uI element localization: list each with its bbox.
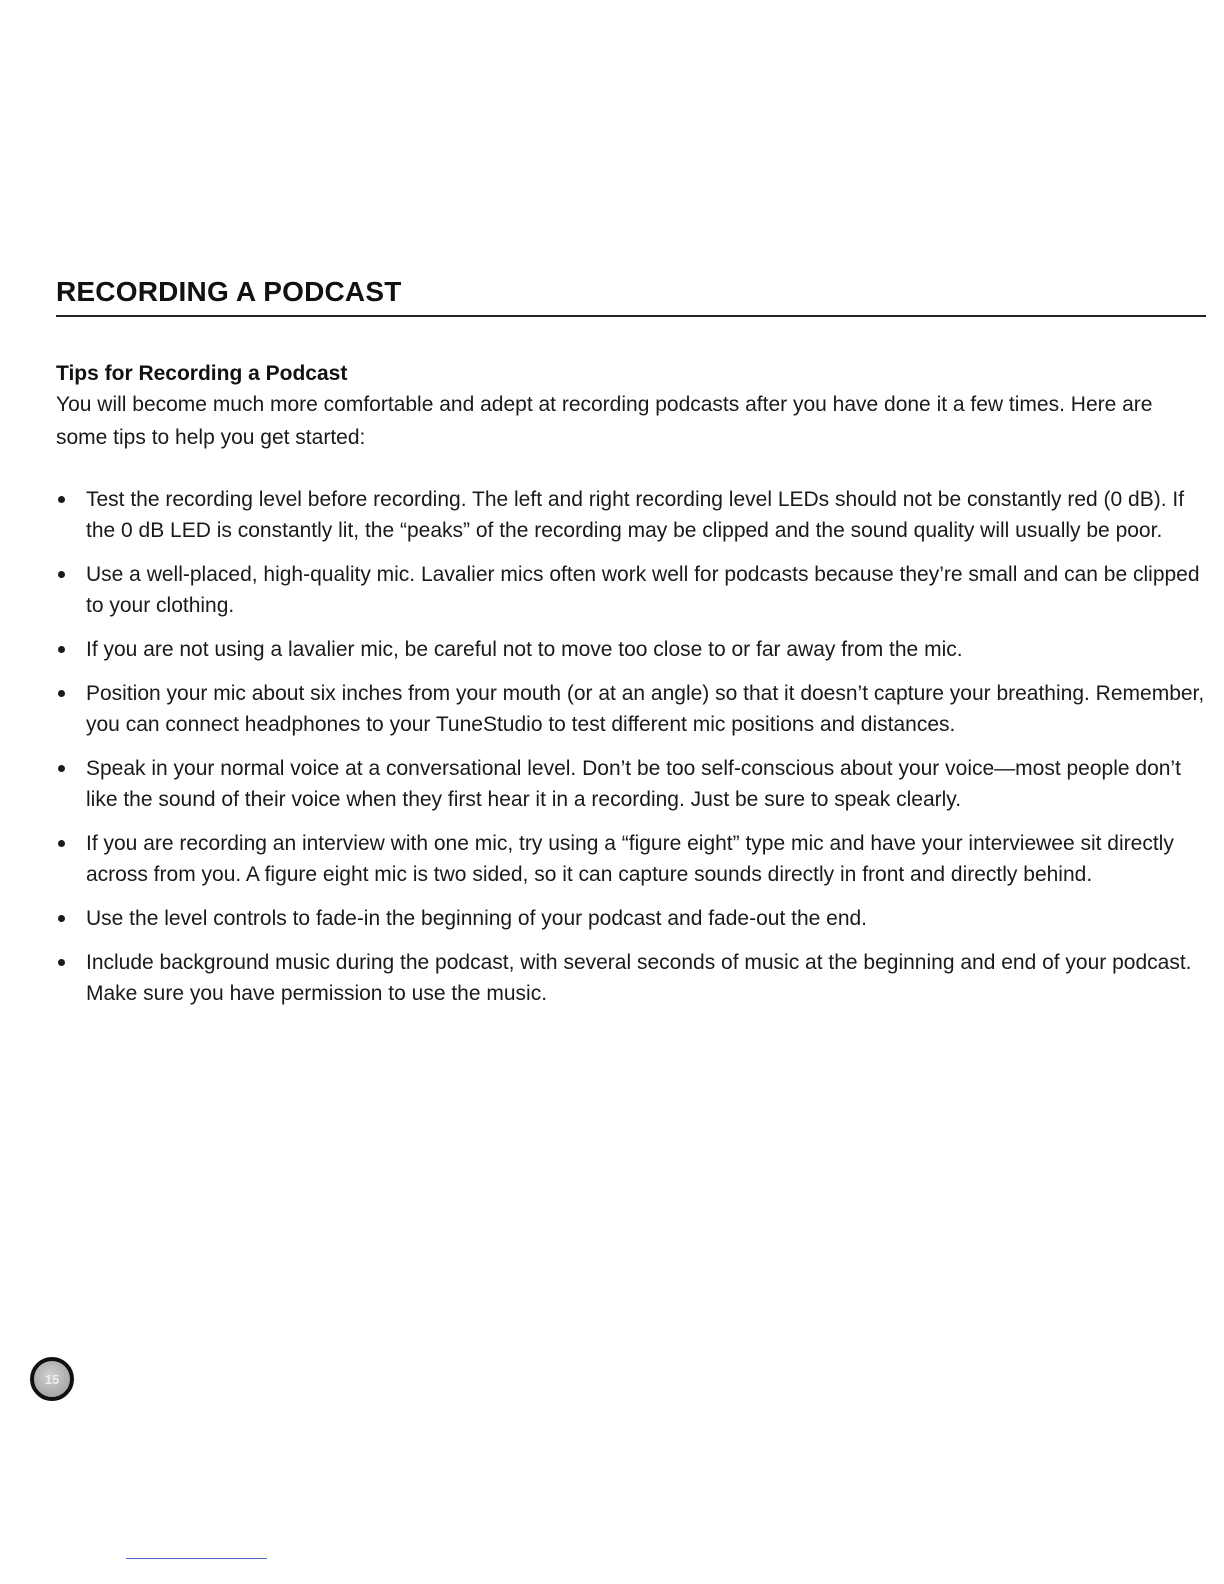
bullet-icon (58, 646, 65, 653)
bullet-icon (58, 915, 65, 922)
tip-text: Include background music during the podcast, with several seconds of music at the beginning and end of your podcast. Make sure you have permission to use the music. (86, 951, 1192, 1005)
page-number: 15 (44, 1371, 60, 1387)
tip-text: Position your mic about six inches from your mouth (or at an angle) so that it doesn’t capture your breathing. Remember, you can connect headphones to your TuneStudio to test different mic positions and distances. (86, 682, 1205, 736)
tip-text: Test the recording level before recording. The left and right recording level LEDs should not be constantly red (0 dB). If the 0 dB LED is constantly lit, the “peaks” of the recording may be clipped and the sound quality will usually be poor. (86, 488, 1185, 542)
footer-line (126, 1558, 267, 1559)
tip-text: Speak in your normal voice at a conversational level. Don’t be too self-conscious about your voice—most people don’t like the sound of their voice when they first hear it in a recording. Just be sure to speak clearly. (86, 757, 1181, 811)
tip-text: If you are recording an interview with one mic, try using a “figure eight” type mic and have your interviewee sit directly across from you. A figure eight mic is two sided, so it can capture sounds directly in front and directly behind. (86, 832, 1174, 886)
tip-text: Use a well-placed, high-quality mic. Lavalier mics often work well for podcasts because they’re small and can be clipped to your clothing. (86, 563, 1200, 617)
tips-list (56, 484, 1206, 1022)
tip-text: Use the level controls to fade-in the beginning of your podcast and fade-out the end. (86, 907, 868, 930)
heading-divider (56, 315, 1206, 317)
bullet-icon (58, 840, 65, 847)
tip-text: If you are not using a lavalier mic, be careful not to move too close to or far away from the mic. (86, 638, 963, 661)
intro-paragraph: You will become much more comfortable and adept at recording podcasts after you have done it a few times. Here are some tips to help you get started: (56, 393, 1153, 449)
tip-item (56, 903, 1206, 934)
bullet-icon (58, 496, 65, 503)
page-number-badge (30, 1357, 74, 1401)
bullet-icon (58, 571, 65, 578)
tip-item (56, 678, 1206, 740)
tip-item (56, 947, 1206, 1009)
bullet-icon (58, 765, 65, 772)
tip-item (56, 753, 1206, 815)
tip-item (56, 634, 1206, 665)
page-title: RECORDING A PODCAST (56, 276, 402, 307)
tip-item (56, 559, 1206, 621)
section-title: Tips for Recording a Podcast (56, 362, 348, 385)
tip-item (56, 828, 1206, 890)
tip-item (56, 484, 1206, 546)
bullet-icon (58, 959, 65, 966)
tips-section (56, 360, 1206, 454)
bullet-icon (58, 690, 65, 697)
